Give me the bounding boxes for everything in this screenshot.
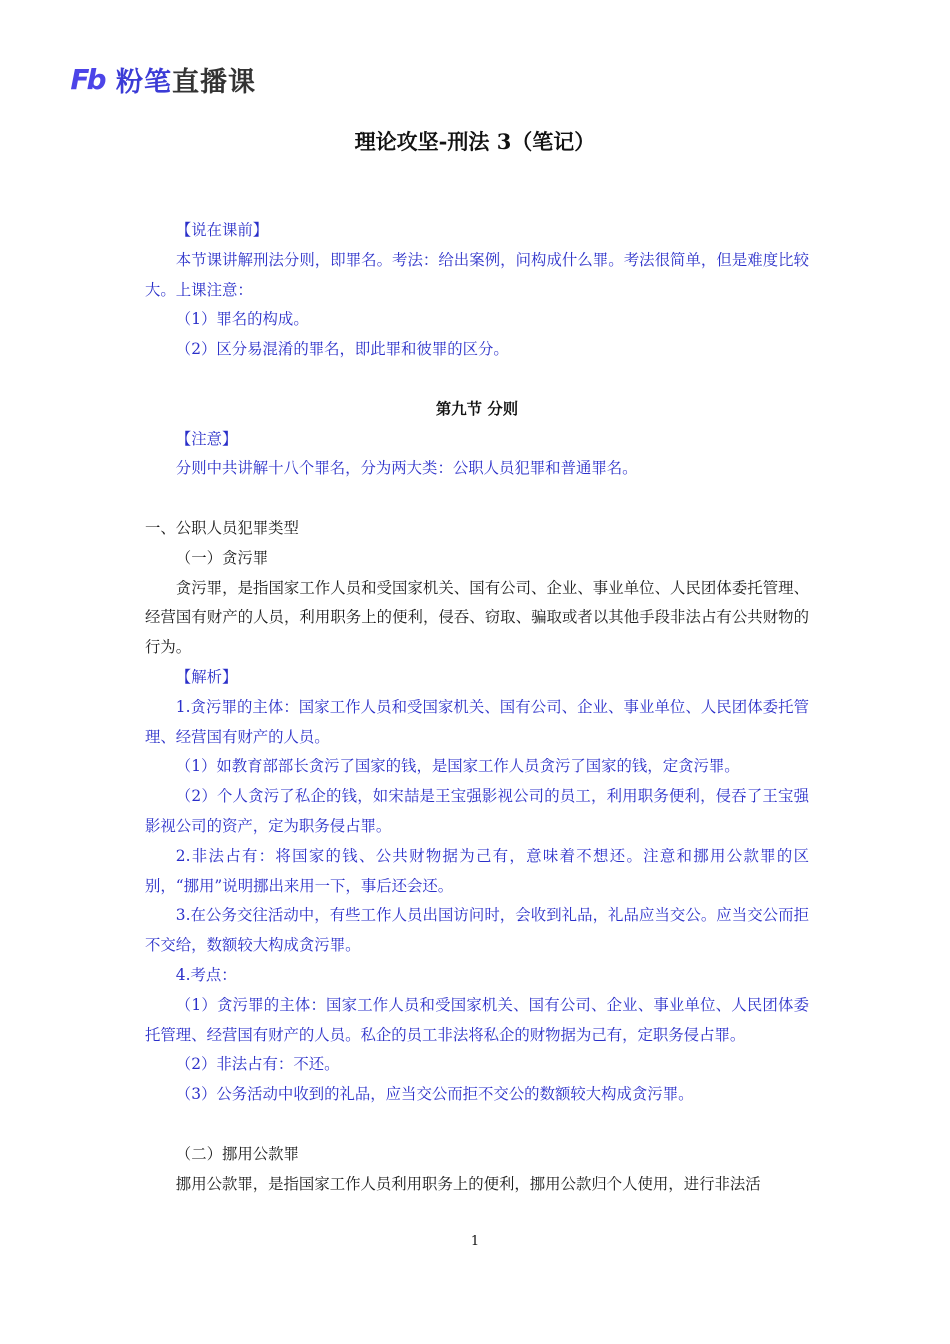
paragraph: （1）如教育部部长贪污了国家的钱，是国家工作人员贪污了国家的钱，定贪污罪。 — [175, 757, 740, 776]
paragraph: （2）非法占有：不还。 — [175, 1055, 340, 1074]
brand-name-primary: 粉笔 — [116, 66, 172, 98]
document-body — [145, 216, 809, 1199]
paragraph: （1）贪污罪的主体：国家工作人员和受国家机关、国有公司、企业、事业单位、人民团体委托管理、经营国有财产的人员。私企的员工非法将私企的财物据为己有，定职务侵占罪。 — [145, 995, 809, 1044]
brand-logo — [66, 62, 256, 96]
section-tag-preface: 【说在课前】 — [175, 221, 269, 239]
brand-name — [116, 60, 256, 99]
section-heading: 第九节 分则 — [435, 399, 519, 418]
subsection-heading: （一）贪污罪 — [175, 548, 269, 567]
paragraph: 分则中共讲解十八个罪名，分为两大类：公职人员犯罪和普通罪名。 — [175, 459, 638, 478]
section-tag-note: 【注意】 — [175, 429, 238, 448]
brand-name-secondary: 直播课 — [172, 66, 256, 98]
page-number: 1 — [470, 1234, 480, 1249]
paragraph: 3.在公务交往活动中，有些工作人员出国访问时，会收到礼品，礼品应当交公。应当交公而拒不交给，数额较大构成贪污罪。 — [145, 906, 809, 955]
paragraph: 贪污罪，是指国家工作人员和受国家机关、国有公司、企业、事业单位、人民团体委托管理、经营国有财产的人员，利用职务上的便利，侵吞、窃取、骗取或者以其他手段非法占有公共财物的行为。 — [145, 578, 809, 657]
paragraph: 1.贪污罪的主体：国家工作人员和受国家机关、国有公司、企业、事业单位、人民团体委托管理、经营国有财产的人员。 — [145, 697, 809, 746]
fb-logo-icon: Fb — [70, 62, 104, 96]
subsection-heading: （二）挪用公款罪 — [175, 1144, 299, 1163]
subsection-heading: 一、公职人员犯罪类型 — [145, 518, 299, 537]
paragraph: 2.非法占有：将国家的钱、公共财物据为己有，意味着不想还。注意和挪用公款罪的区别，“挪用”说明挪出来用一下，事后还会还。 — [145, 846, 809, 895]
paragraph: （2）区分易混淆的罪名，即此罪和彼罪的区分。 — [175, 340, 509, 359]
paragraph: （3）公务活动中收到的礼品，应当交公而拒不交公的数额较大构成贪污罪。 — [175, 1085, 694, 1104]
paragraph: 本节课讲解刑法分则，即罪名。考法：给出案例，问构成什么罪。考法很简单，但是难度比较大。上课注意： — [145, 250, 809, 299]
paragraph: （1）罪名的构成。 — [175, 310, 309, 329]
document-title: 理论攻坚-刑法 3（笔记） — [354, 129, 596, 154]
paragraph: 4.考点： — [175, 965, 237, 984]
paragraph: 挪用公款罪，是指国家工作人员利用职务上的便利，挪用公款归个人使用，进行非法活 — [175, 1174, 761, 1193]
paragraph: （2）个人贪污了私企的钱，如宋喆是王宝强影视公司的员工，利用职务便利，侵吞了王宝强影视公司的资产，定为职务侵占罪。 — [145, 787, 809, 835]
section-tag-analysis: 【解析】 — [175, 667, 238, 686]
